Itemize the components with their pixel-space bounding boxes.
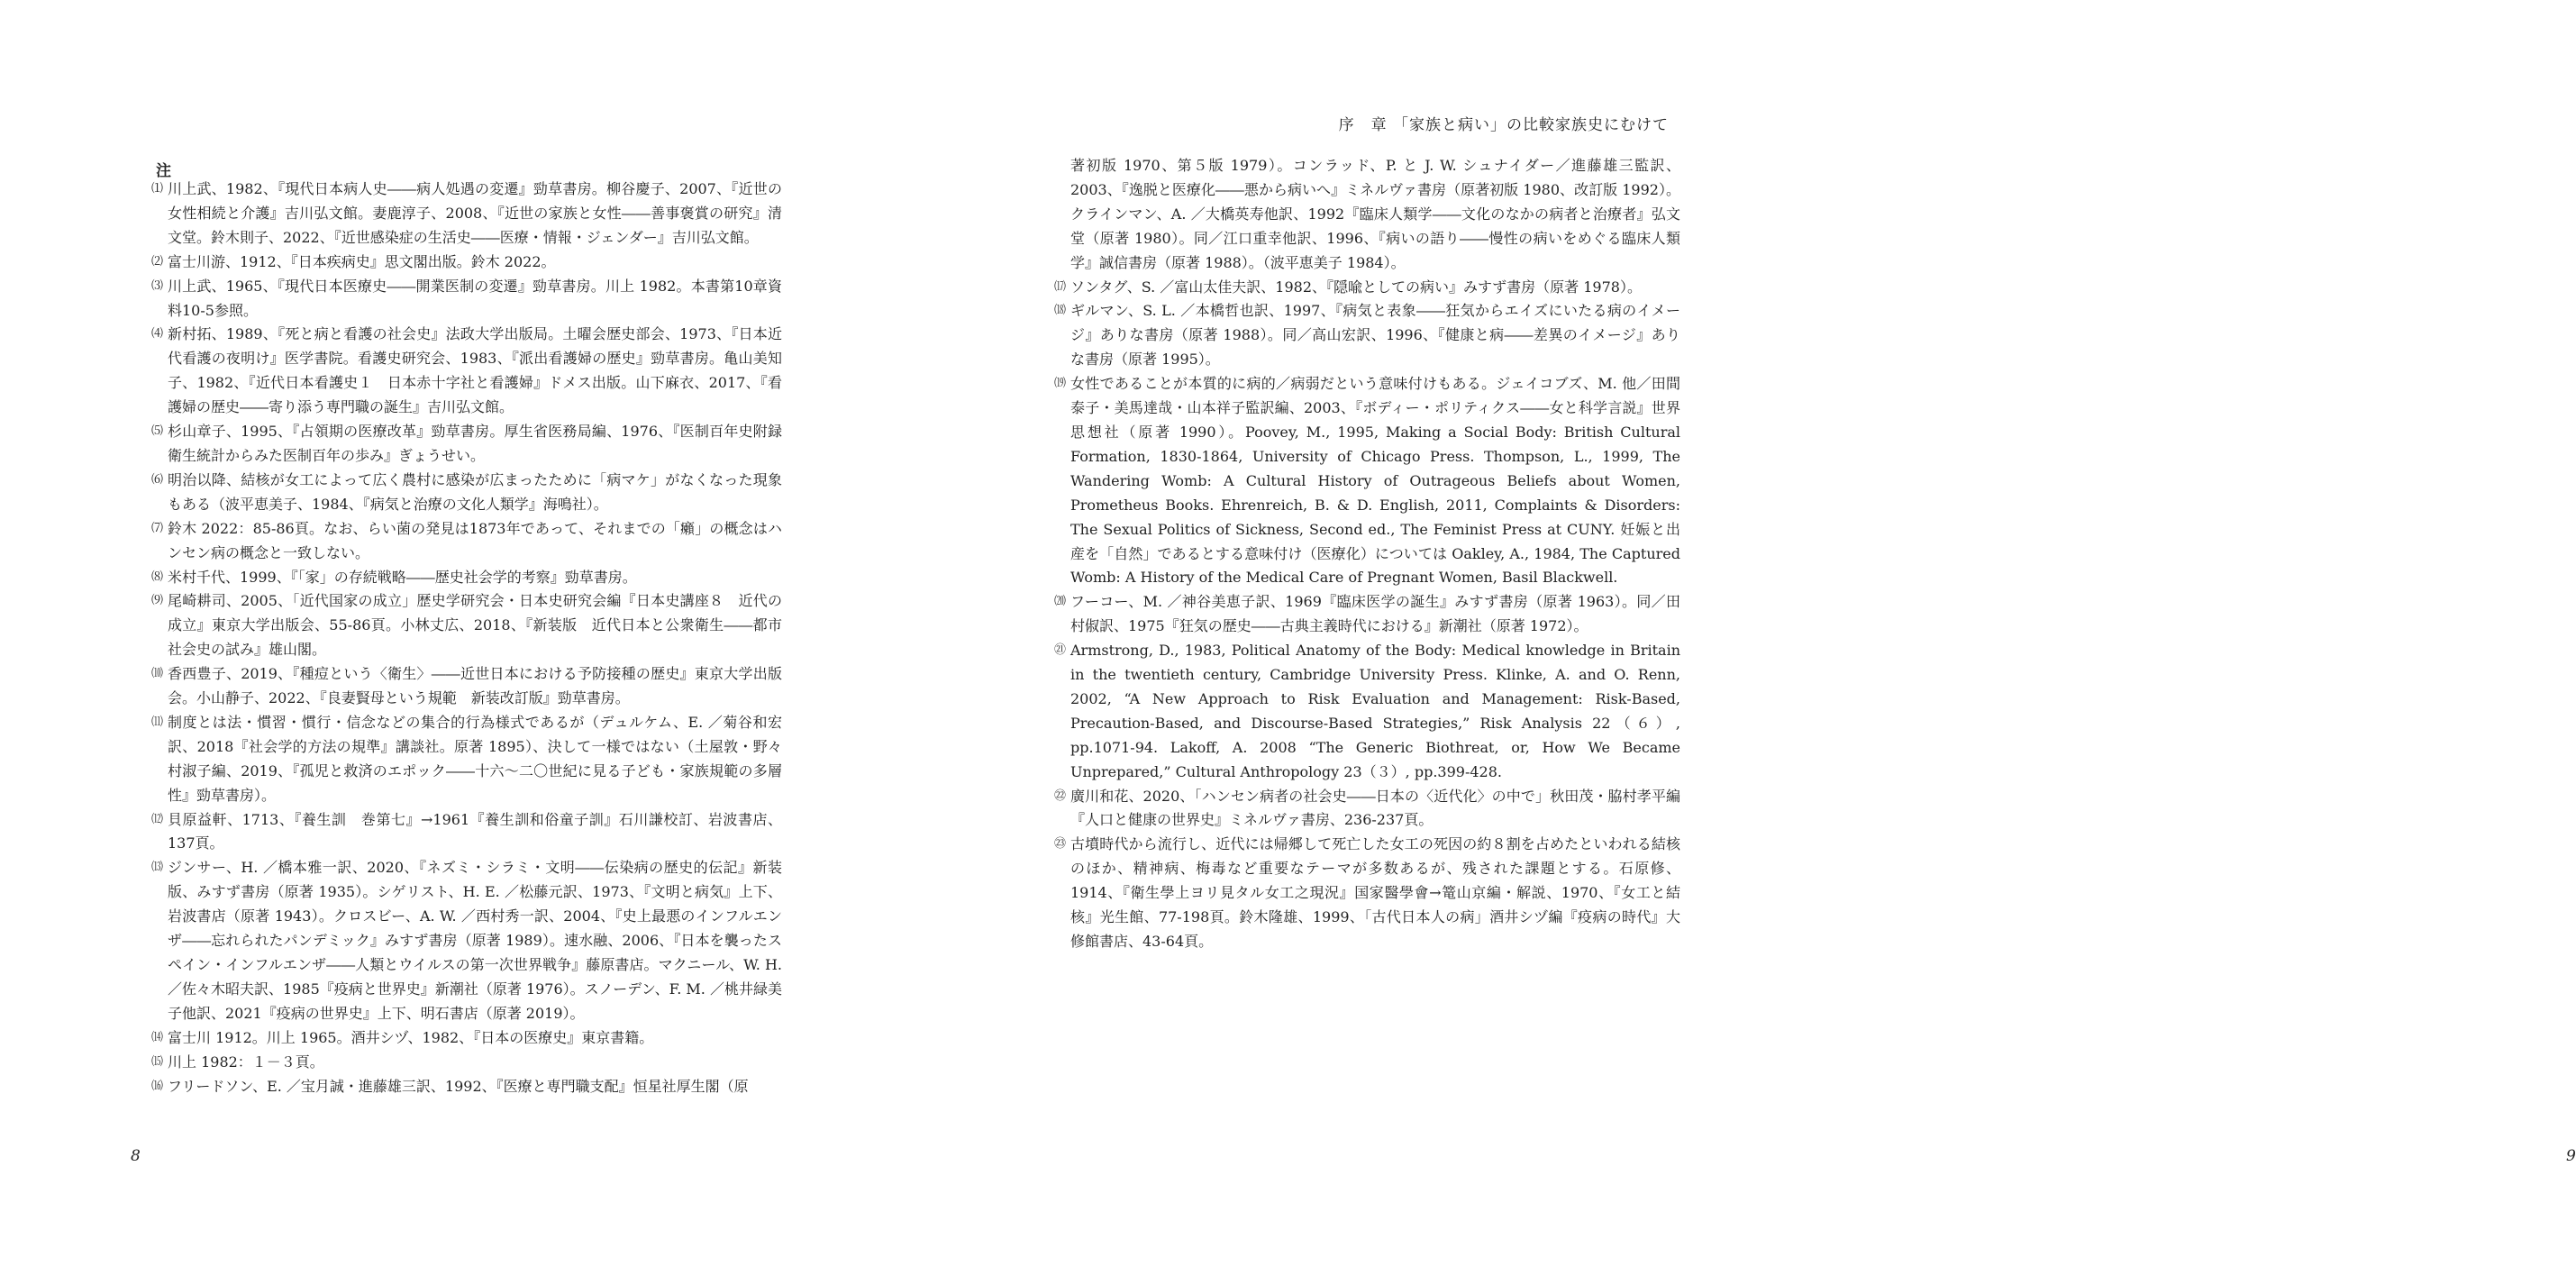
note-text: 明治以降、結核が女工によって広く農村に感染が広まったために「病マケ」がなくなった現象もある（波平恵美子、1984、『病気と治療の文化人類学』海鳴社）。 xyxy=(168,470,782,513)
note-text: 新村拓、1989、『死と病と看護の社会史』法政大学出版局。土曜会歴史部会、1973、『日本近代看護の夜明け』医学書院。看護史研究会、1983、『派出看護婦の歴史』勁草書房。亀山美知子、1982、『近代日本看護史１ 日本赤十字社と看護婦』ドメス出版。山下麻衣、2017、『看護婦の歴史――寄り添う専門職の誕生』吉川弘文館。 xyxy=(168,325,782,416)
note-text: 尾崎耕司、2005、「近代国家の成立」歴史学研究会・日本史研究会編『日本史講座８ 近代の成立』東京大学出版会、55-86頁。小林丈広、2018、『新装版 近代日本と公衆衛生――都市社会史の試み』雄山閣。 xyxy=(168,592,782,659)
note-text: 制度とは法・慣習・慣行・信念などの集合的行為様式であるが（デュルケム、E. ／菊谷和宏訳、2018『社会学的方法の規準』講談社。原著 1895）、決して一様ではない（土屋敦・野々村淑子編、2019、『孤児と救済のエポック――十六～二〇世紀に見る子ども・家族規範の多層性』勁草書房）。 xyxy=(168,713,782,804)
note-number: ㉒ xyxy=(1054,788,1067,803)
note-item xyxy=(151,1051,782,1075)
note-number: ⑵ xyxy=(151,254,164,269)
note-text: ギルマン、S. L. ／本橋哲也訳、1997、『病気と表象――狂気からエイズにいたる病のイメージ』ありな書房（原著 1988）。同／高山宏訳、1996、『健康と病――差異のイメージ』ありな書房（原著 1995）。 xyxy=(1070,302,1680,369)
note-number: ⑻ xyxy=(151,570,164,584)
note-item xyxy=(151,469,782,517)
note-number: ⑹ xyxy=(151,472,164,487)
note-number: ⒄ xyxy=(1054,279,1067,294)
note-item xyxy=(151,420,797,469)
note-item xyxy=(1054,639,1680,784)
note-number: ⒆ xyxy=(1054,377,1067,391)
note-number: ⒁ xyxy=(151,1030,164,1044)
note-text: ジンサー、H. ／橋本雅一訳、2020、『ネズミ・シラミ・文明――伝染病の歴史的伝記』新装版、みすず書房（原著 1935）。シゲリスト、H. E. ／松藤元訳、1973、『文明と病気』上下、岩波書店（原著 1943）。クロスビー、A. W. ／西村秀一訳、2004、『史上最悪のインフルエンザ――忘れられたパンデミック』みすず書房（原著 1989）。速水融、2006、『日本を襲ったスペイン・インフルエンザ――人類とウイルスの第一次世界戦争』藤原書店。マクニール、W. H. ／佐々木昭夫訳、1985『疫病と世界史』新潮社（原著 1976）。スノーデン、F. M. ／桃井緑美子他訳、2021『疫病の世界史』上下、明石書店（原著 2019）。 xyxy=(168,859,782,1022)
note-item xyxy=(151,275,782,324)
note-number: ⑸ xyxy=(151,424,164,439)
note-text: 富士川游、1912、『日本疾病史』思文閣出版。鈴木 2022。 xyxy=(168,252,556,270)
note-item xyxy=(151,566,782,590)
note-text: フリードソン、E. ／宝月誠・進藤雄三訳、1992、『医療と専門職支配』恒星社厚生閣（原 xyxy=(168,1077,749,1095)
page-number: 9 xyxy=(2566,1147,2576,1165)
note-number: ⑽ xyxy=(151,667,164,681)
note-number: ⑶ xyxy=(151,278,164,293)
note-item xyxy=(1054,590,1680,639)
page-number: 8 xyxy=(131,1147,141,1165)
note-item xyxy=(1054,833,1680,954)
note-item xyxy=(151,856,782,1025)
note-number: ⑴ xyxy=(151,182,164,196)
note-text: フーコー、M. ／神谷美恵子訳、1969『臨床医学の誕生』みすず書房（原著 1963）。同／田村俶訳、1975『狂気の歴史――古典主義時代における』新潮社（原著 1972）。 xyxy=(1070,593,1680,635)
note-text: 川上武、1982、『現代日本病人史――病人処遇の変遷』勁草書房。柳谷慶子、2007、『近世の女性相続と介護』吉川弘文館。妻鹿淳子、2008、『近世の家族と女性――善事褒賞の研究』清文堂。鈴木則子、2022、『近世感染症の生活史――医療・情報・ジェンダー』吉川弘文館。 xyxy=(168,180,782,246)
note-text: 川上 1982：１－３頁。 xyxy=(168,1053,324,1071)
note-item xyxy=(1054,372,1680,590)
note-number: ㉓ xyxy=(1054,837,1067,852)
note-number: ⑼ xyxy=(151,594,164,608)
note-text: Armstrong, D., 1983, Political Anatomy of the Body: Medical knowledge in Britain in the twentieth century, Cambridge University Press. Klinke, A. and O. Renn, 2002, “A New Approach to Risk Evaluation and Management: Risk-Based, Precaution-Based, and Discourse-Based Strategies,” Risk Analysis 22（６）, pp.1071-94. Lakoff, A. 2008 “The Generic Biothreat, or, How We Became Unprepared,” Cultural Anthropology 23（３）, pp.399-428. xyxy=(1070,642,1680,780)
note-text: 著初版 1970、第５版 1979）。コンラッド、P. と J. W. シュナイダー／進藤雄三監訳、2003、『逸脱と医療化――悪から病いへ』ミネルヴァ書房（原著初版 1980、改訂版 1992）。クラインマン、A. ／大橋英寿他訳、1992『臨床人類学――文化のなかの病者と治療者』弘文堂（原著 1980）。同／江口重幸他訳、1996、『病いの語り――慢性の病いをめぐる臨床人類学』誠信書房（原著 1988）。（波平恵美子 1984）。 xyxy=(1070,157,1680,271)
running-head: 序 章 「家族と病い」の比較家族史にむけて xyxy=(1338,116,1669,134)
note-number: ⒇ xyxy=(1054,595,1067,609)
note-text: 鈴木 2022：85-86頁。なお、らい菌の発見は1873年であって、それまでの「癩」の概念はハンセン病の概念と一致しない。 xyxy=(168,519,782,561)
note-text: 米村千代、1999、『「家」の存続戦略――歴史社会学的考察』勁草書房。 xyxy=(168,568,637,586)
note-item xyxy=(1054,276,1680,300)
note-number: ⒅ xyxy=(1054,304,1067,318)
left-page xyxy=(0,0,901,1276)
note-item xyxy=(1054,299,1680,372)
note-item xyxy=(151,323,782,420)
note-text: 貝原益軒、1713、『養生訓 巻第七』→1961『養生訓和俗童子訓』石川謙校訂、岩波書店、137頁。 xyxy=(168,810,782,852)
note-number: ⑺ xyxy=(151,521,164,535)
note-text: ソンタグ、S. ／富山太佳夫訳、1982、『隠喩としての病い』みすず書房（原著 1978）。 xyxy=(1070,278,1642,296)
note-item xyxy=(151,251,782,275)
note-number: ⒃ xyxy=(151,1079,164,1093)
note-text: 女性であることが本質的に病的／病弱だという意味付けもある。ジェイコブズ、M. 他／田間泰子・美馬達哉・山本祥子監訳編、2003、『ボディー・ポリティクス――女と科学言説』世界思想社（原著 1990）。Poovey, M., 1995, Making a Social Body: British Cultural Formation, 1830-1864, University of Chicago Press. Thompson, L., 1999, The Wandering Womb: A Cultural History of Outrageous Beliefs about Women, Prometheus Books. Ehrenreich, B. & D. English, 2011, Complaints & Disorders: The Sexual Politics of Sickness, Second ed., The Feminist Press at CUNY. 妊娠と出産を「自然」であるとする意味付け（医療化）については Oakley, A., 1984, The Captured Womb: A History of the Medical Care of Pregnant Women, Basil Blackwell. xyxy=(1070,375,1680,587)
note-item xyxy=(151,662,782,711)
note-text: 杉山章子、1995、『占領期の医療改革』勁草書房。厚生省医務局編、1976、『医制百年史附録 衛生統計からみた医制百年の歩み』ぎょうせい。 xyxy=(168,423,797,464)
notes-heading: 注 xyxy=(156,162,171,180)
note-text: 富士川 1912。川上 1965。酒井シヅ、1982、『日本の医療史』東京書籍。 xyxy=(168,1028,654,1046)
note-item-continued xyxy=(1054,154,1680,276)
note-text: 廣川和花、2020、「ハンセン病者の社会史――日本の〈近代化〉の中で」秋田茂・脇村孝平編『人口と健康の世界史』ミネルヴァ書房、236-237頁。 xyxy=(1070,787,1680,829)
note-text: 古墳時代から流行し、近代には帰郷して死亡した女工の死因の約８割を占めたといわれる結核のほか、精神病、梅毒など重要なテーマが多数あるが、残された課題とする。石原修、1914、『衛生學上ヨリ見タル女工之現況』国家醫學會→篭山京編・解説、1970、『女工と結核』光生館、77-198頁。鈴木隆雄、1999、「古代日本人の病」酒井シヅ編『疫病の時代』大修館書店、43-64頁。 xyxy=(1070,835,1680,950)
note-item xyxy=(151,808,782,857)
note-number: ⑾ xyxy=(151,715,164,729)
note-number: ㉑ xyxy=(1054,643,1067,658)
note-number: ⒀ xyxy=(151,861,164,875)
note-item xyxy=(151,178,782,251)
note-number: ⑷ xyxy=(151,327,164,342)
note-text: 香西豊子、2019、『種痘という〈衛生〉――近世日本における予防接種の歴史』東京大学出版会。小山静子、2022、『良妻賢母という規範 新装改訂版』勁草書房。 xyxy=(168,665,782,707)
note-item xyxy=(1054,785,1680,834)
note-item xyxy=(151,711,782,808)
note-text: 川上武、1965、『現代日本医療史――開業医制の変遷』勁草書房。川上 1982。本書第10章資料10-5参照。 xyxy=(168,277,782,319)
note-item xyxy=(151,1026,782,1051)
right-notes-list xyxy=(1054,154,1680,954)
note-number: ⑿ xyxy=(151,812,164,826)
note-item xyxy=(151,589,782,662)
note-number: ⒂ xyxy=(151,1054,164,1069)
left-notes-list xyxy=(151,178,797,1098)
note-item xyxy=(151,1075,782,1099)
note-item xyxy=(151,517,782,566)
